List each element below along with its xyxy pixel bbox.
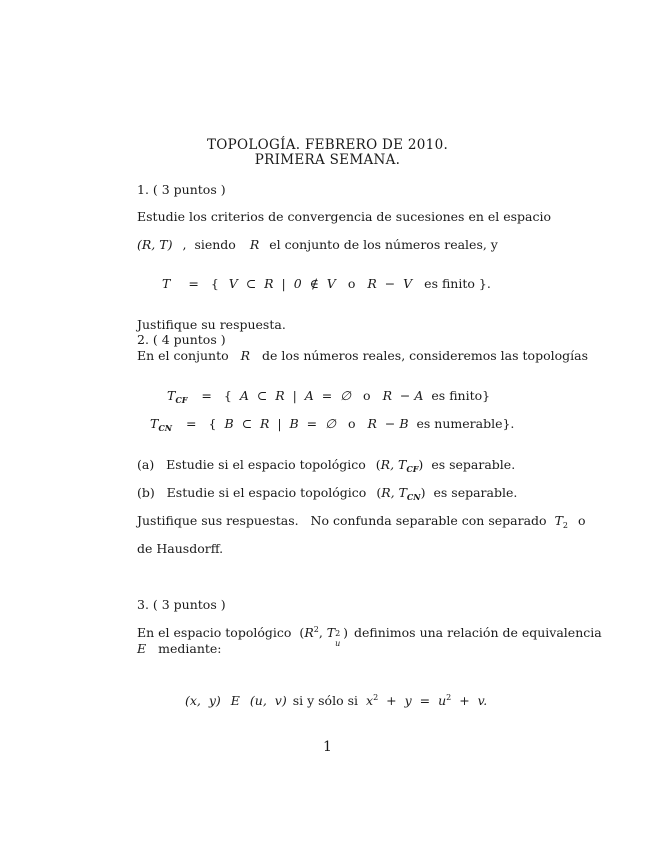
topology-tcf-definition: $T_{CF}$ = { A ⊂ R | A = ∅ o R − A es finito} (167, 388, 491, 405)
siendo-text: siendo (194, 237, 236, 252)
symbol-T: T (162, 276, 171, 291)
problem-1-heading: 1. ( 3 puntos ) (137, 182, 226, 197)
finite-text: es finito (424, 276, 475, 291)
document-subtitle: PRIMERA SEMANA. (254, 152, 401, 168)
problem-2-hausdorff: de Hausdorff. (137, 541, 224, 556)
reals-text: el conjunto de los números reales, y (269, 237, 498, 252)
problem-2-part-b: (b) Estudie si el espacio topológico (R, $T_{CN}$) es separable. (137, 485, 518, 502)
topology-tcn-definition: $T_{CN}$ = { B ⊂ R | B = ∅ o R − B es numerable}. (150, 416, 515, 433)
problem-2-intro: En el conjunto R de los números reales, consideremos las topologías (137, 348, 588, 363)
equivalence-relation-formula: (x, y) E (u, v) si y sólo si $x^2 + y = u^2 + v$. (185, 693, 488, 708)
problem-1-intro: Estudie los criterios de convergencia de sucesiones en el espacio (137, 209, 552, 224)
problem-1-justify: Justifique su respuesta. (137, 317, 286, 332)
document-title: TOPOLOGÍA. FEBRERO DE 2010. (206, 137, 449, 153)
space-notation: (R, T) (137, 237, 173, 252)
complement-expression: R − V (367, 276, 413, 291)
problem-2-justify: Justifique sus respuestas. No confunda separable con separado $T_2$ o (137, 513, 586, 530)
problem-3-intro: En el espacio topológico ($R^2$, T 2 u ) definimos una relación de equivalencia (137, 625, 602, 648)
set-condition: V ⊂ R | 0 ∉ V (228, 276, 336, 291)
problem-2-part-a: (a) Estudie si el espacio topológico (R, $T_{CF}$) es separable. (137, 457, 516, 474)
problem-3-mediante: E mediante: (137, 641, 222, 656)
problem-1-topology-definition: T = { V ⊂ R | 0 ∉ V o R − V es finito }. (162, 276, 491, 291)
problem-3-heading: 3. ( 3 puntos ) (137, 597, 226, 612)
problem-2-heading: 2. ( 4 puntos ) (137, 332, 226, 347)
problem-1-space-line: (R, T) , siendo R el conjunto de los números reales, y (137, 237, 498, 252)
page-number: 1 (323, 739, 332, 755)
symbol-R: R (240, 348, 251, 363)
or-text: o (347, 276, 356, 291)
symbol-R: R (249, 237, 260, 252)
